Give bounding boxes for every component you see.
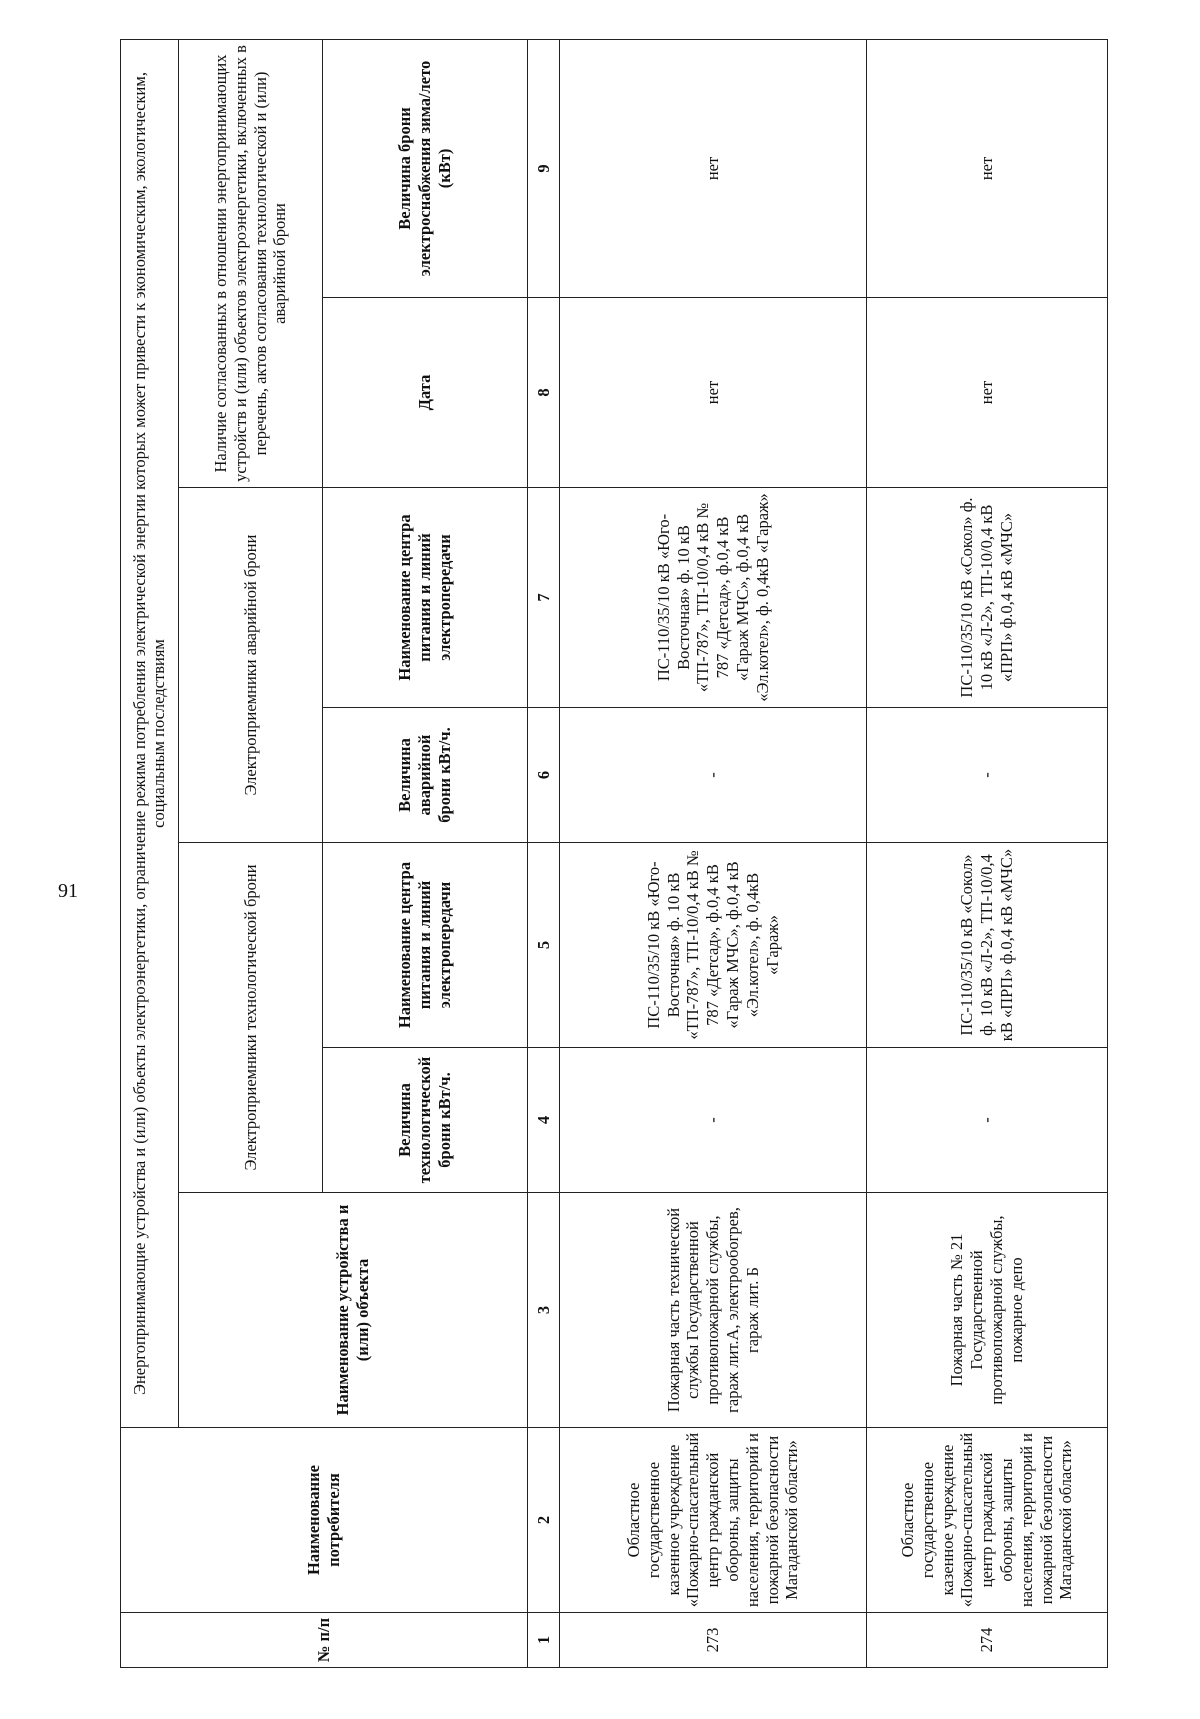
- agreed-value: нет: [560, 39, 867, 297]
- table-row: [560, 39, 867, 1667]
- emerg-value: -: [560, 708, 867, 843]
- column-number: 8: [527, 298, 559, 488]
- header-emerg-value: Величина аварийной брони кВт/ч.: [323, 708, 528, 843]
- object-name: Пожарная часть № 21 Государственной противопожарной службы, пожарное депо: [867, 1193, 1108, 1428]
- header-agreed-group: Наличие согласованных в отношении энергопринимающих устройств и (или) объектов электроэнергетики, включенных в перечень, актов согласования технологической и (или) аварийной брони: [178, 39, 322, 487]
- object-name: Пожарная часть технической службы Государственной противопожарной службы, гараж лит.А, электрообогрев, гараж лит. Б: [560, 1193, 867, 1428]
- column-number: 2: [527, 1428, 559, 1613]
- tech-center: ПС-110/35/10 кВ «Сокол» ф. 10 кВ «Л-2», ТП-10/0,4 кВ «ПРП» ф.0,4 кВ «МЧС»: [867, 843, 1108, 1048]
- header-tech-center: Наименование центра питания и линий электропередачи: [323, 843, 528, 1048]
- header-col-no: № п/п: [121, 1613, 528, 1668]
- page-number: 91: [58, 880, 78, 902]
- emerg-center: ПС-110/35/10 кВ «Юго-Восточная» ф. 10 кВ «ТП-787», ТП-10/0,4 кВ № 787 «Детсад», ф.0,4 кВ «Гараж МЧС», ф.0,4 кВ «Эл.котел», ф. 0,4кВ «Гараж»: [560, 488, 867, 708]
- row-number: 274: [867, 1613, 1108, 1668]
- header-row-1: [121, 39, 179, 1667]
- tech-center: ПС-110/35/10 кВ «Юго-Восточная» ф. 10 кВ «ТП-787», ТП-10/0,4 кВ № 787 «Детсад», ф.0,4 кВ «Гараж МЧС», ф.0,4 кВ «Эл.котел», ф. 0,4кВ «Гараж»: [560, 843, 867, 1048]
- column-number: 6: [527, 708, 559, 843]
- emerg-center: ПС-110/35/10 кВ «Сокол» ф. 10 кВ «Л-2», ТП-10/0,4 кВ «ПРП» ф.0,4 кВ «МЧС»: [867, 488, 1108, 708]
- column-number: 1: [527, 1613, 559, 1668]
- column-number: 5: [527, 843, 559, 1048]
- header-emerg-group: Электроприемники аварийной брони: [178, 488, 322, 843]
- header-group-title: Энергопринимающие устройства и (или) объекты электроэнергетики, ограничение режима потребления электрической энергии которых может привести к экономическим, экологическим, социальным последствиям: [121, 39, 179, 1427]
- column-number-row: [527, 39, 559, 1667]
- tech-value: -: [867, 1048, 1108, 1193]
- header-col-object: Наименование устройства и (или) объекта: [178, 1193, 527, 1428]
- consumer-name: Областное государственное казенное учреждение «Пожарно-спасательный центр гражданской обороны, защиты населения, территорий и пожарной безопасности Магаданской области»: [560, 1428, 867, 1613]
- rotated-table-wrapper: [120, 40, 1108, 1668]
- emerg-value: -: [867, 708, 1108, 843]
- header-agreed-date: Дата: [323, 298, 528, 488]
- consumer-name: Областное государственное казенное учреждение «Пожарно-спасательный центр гражданской обороны, защиты населения, территорий и пожарной безопасности Магаданской области»: [867, 1428, 1108, 1613]
- column-number: 4: [527, 1048, 559, 1193]
- header-tech-value: Величина технологической брони кВт/ч.: [323, 1048, 528, 1193]
- column-number: 9: [527, 39, 559, 297]
- reservation-table: [120, 39, 1108, 1668]
- row-number: 273: [560, 1613, 867, 1668]
- header-emerg-center: Наименование центра питания и линий электропередачи: [323, 488, 528, 708]
- agreed-value: нет: [867, 39, 1108, 297]
- header-col-consumer: Наименование потребителя: [121, 1428, 528, 1613]
- column-number: 3: [527, 1193, 559, 1428]
- table-row: [867, 39, 1108, 1667]
- agreed-date: нет: [867, 298, 1108, 488]
- tech-value: -: [560, 1048, 867, 1193]
- header-agreed-value: Величина брони электроснабжения зима/лето (кВт): [323, 39, 528, 297]
- header-row-2: [178, 39, 322, 1667]
- header-tech-group: Электроприемники технологической брони: [178, 843, 322, 1193]
- column-number: 7: [527, 488, 559, 708]
- agreed-date: нет: [560, 298, 867, 488]
